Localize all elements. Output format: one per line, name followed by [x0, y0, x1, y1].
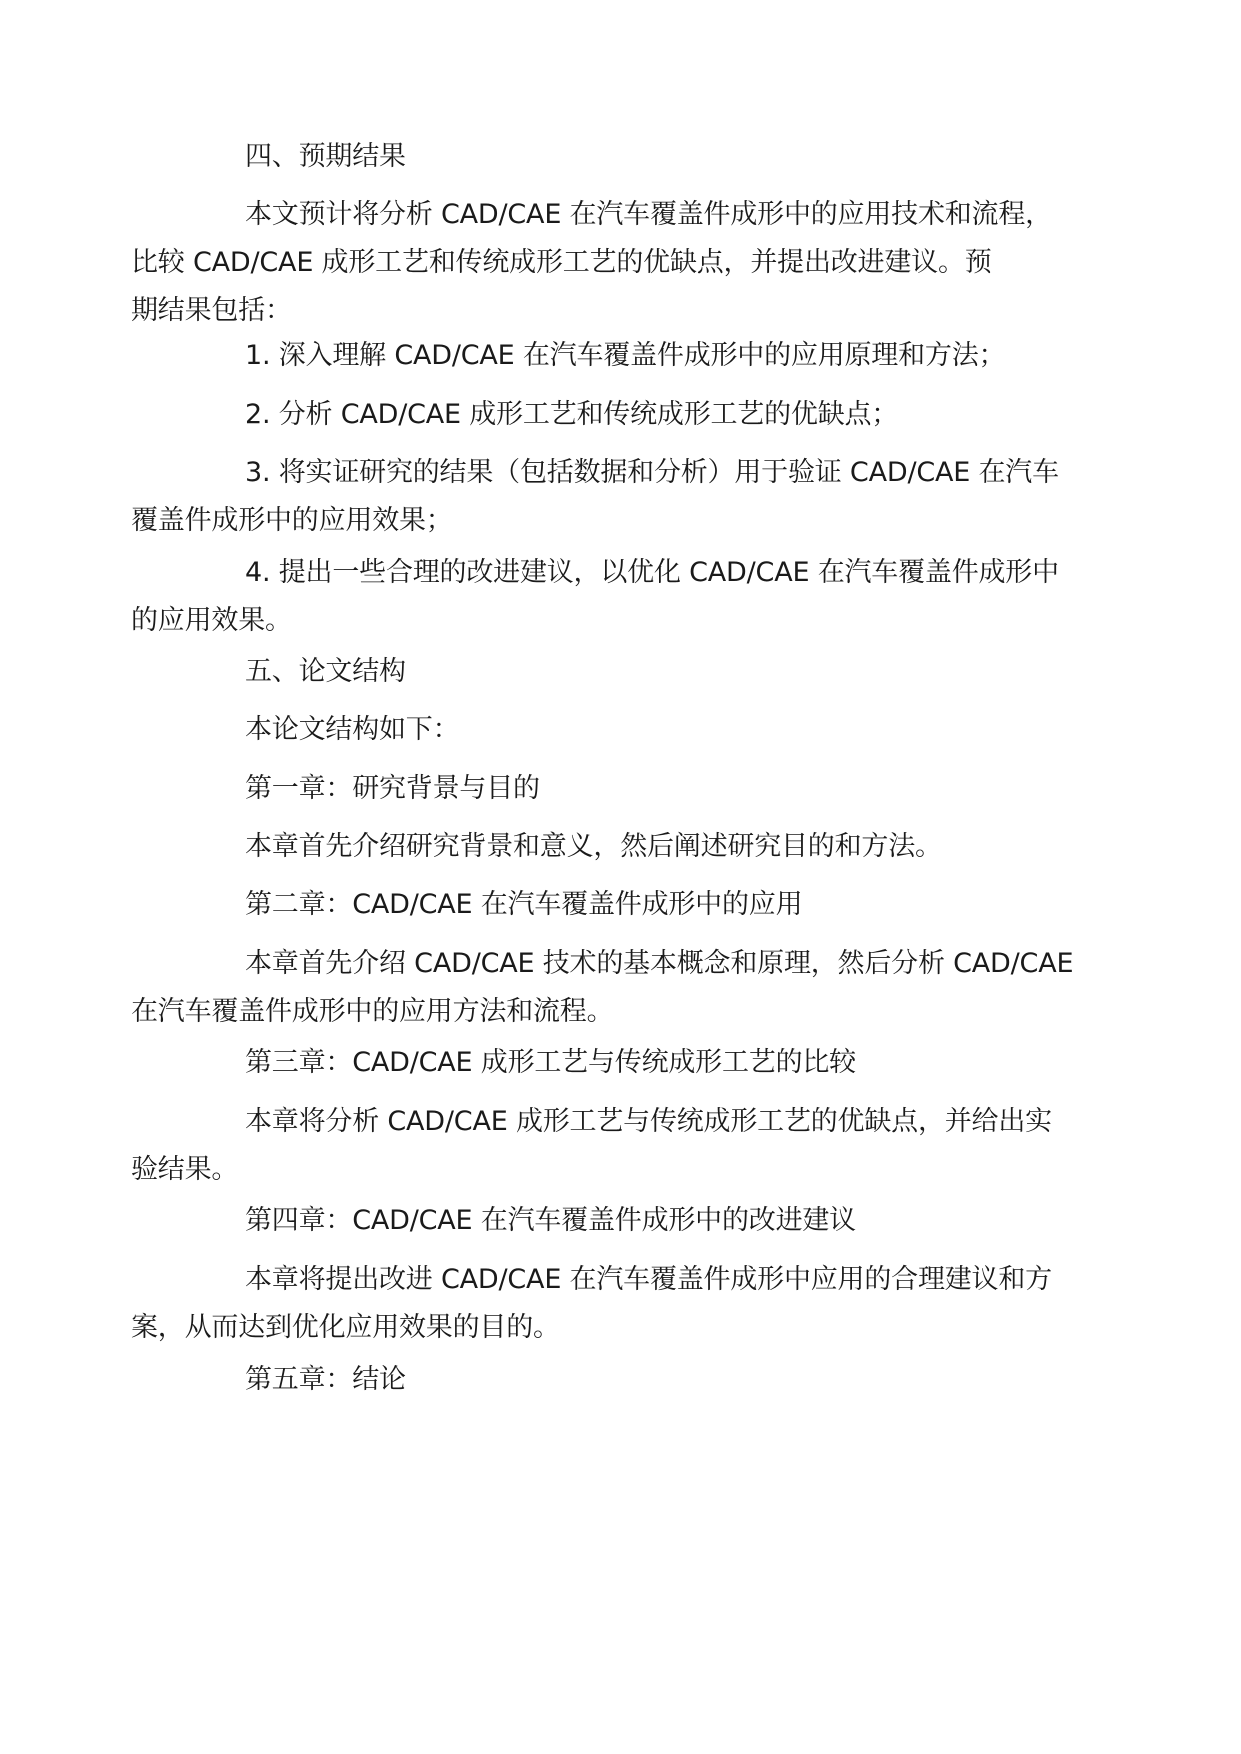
text-line: 1. 深入理解 CAD/CAE 在汽车覆盖件成形中的应用原理和方法；	[245, 340, 1006, 371]
chapter-2-description	[131, 940, 1074, 1036]
text-line: 本章首先介绍 CAD/CAE 技术的基本概念和原理，然后分析 CAD/CAE	[245, 948, 1074, 979]
chapter-3-description	[131, 1098, 1058, 1194]
list-item-3	[131, 449, 1059, 545]
text-line: 案，从而达到优化应用效果的目的。	[131, 1312, 560, 1343]
text-line: 的应用效果。	[131, 605, 292, 636]
text-line: 本章首先介绍研究背景和意义，然后阐述研究目的和方法。	[245, 831, 942, 862]
text-line: 第一章：研究背景与目的	[245, 773, 540, 804]
chapter-3-heading	[188, 1039, 1058, 1087]
text-line: 期结果包括：	[131, 295, 292, 326]
section-heading-thesis-structure	[188, 648, 1058, 696]
text-line: 第四章：CAD/CAE 在汽车覆盖件成形中的改进建议	[245, 1205, 856, 1236]
text-line: 验结果。	[131, 1154, 239, 1185]
text-line: 4. 提出一些合理的改进建议，以优化 CAD/CAE 在汽车覆盖件成形中	[245, 557, 1059, 588]
text-line: 3. 将实证研究的结果（包括数据和分析）用于验证 CAD/CAE 在汽车	[245, 457, 1059, 488]
text-line: 本章将提出改进 CAD/CAE 在汽车覆盖件成形中应用的合理建议和方	[245, 1264, 1052, 1295]
text-line: 本论文结构如下：	[245, 714, 460, 745]
list-item-2	[188, 391, 1058, 439]
section-heading-expected-results	[188, 133, 1058, 181]
text-line: 在汽车覆盖件成形中的应用方法和流程。	[131, 996, 614, 1027]
list-item-1	[188, 332, 1058, 380]
chapter-1-heading	[188, 765, 1058, 813]
text-line: 本文预计将分析 CAD/CAE 在汽车覆盖件成形中的应用技术和流程，	[245, 199, 1052, 230]
chapter-2-heading	[188, 881, 1058, 929]
chapter-5-heading	[188, 1356, 1058, 1404]
text-line: 本章将分析 CAD/CAE 成形工艺与传统成形工艺的优缺点，并给出实	[245, 1106, 1052, 1137]
text-line: 2. 分析 CAD/CAE 成形工艺和传统成形工艺的优缺点；	[245, 399, 899, 430]
text-line: 五、论文结构	[245, 656, 406, 687]
text-line: 覆盖件成形中的应用效果；	[131, 505, 453, 536]
chapter-4-heading	[188, 1197, 1058, 1245]
chapter-1-description	[188, 823, 1058, 871]
paragraph-expected-results-intro	[131, 191, 1058, 335]
chapter-4-description	[131, 1256, 1058, 1352]
list-item-4	[131, 549, 1059, 645]
text-line: 第三章：CAD/CAE 成形工艺与传统成形工艺的比较	[245, 1047, 856, 1078]
text-line: 四、预期结果	[245, 141, 406, 172]
text-line: 比较 CAD/CAE 成形工艺和传统成形工艺的优缺点，并提出改进建议。预	[131, 247, 992, 278]
paragraph-structure-intro	[188, 706, 1058, 754]
text-line: 第五章：结论	[245, 1364, 406, 1395]
text-line: 第二章：CAD/CAE 在汽车覆盖件成形中的应用	[245, 889, 803, 920]
